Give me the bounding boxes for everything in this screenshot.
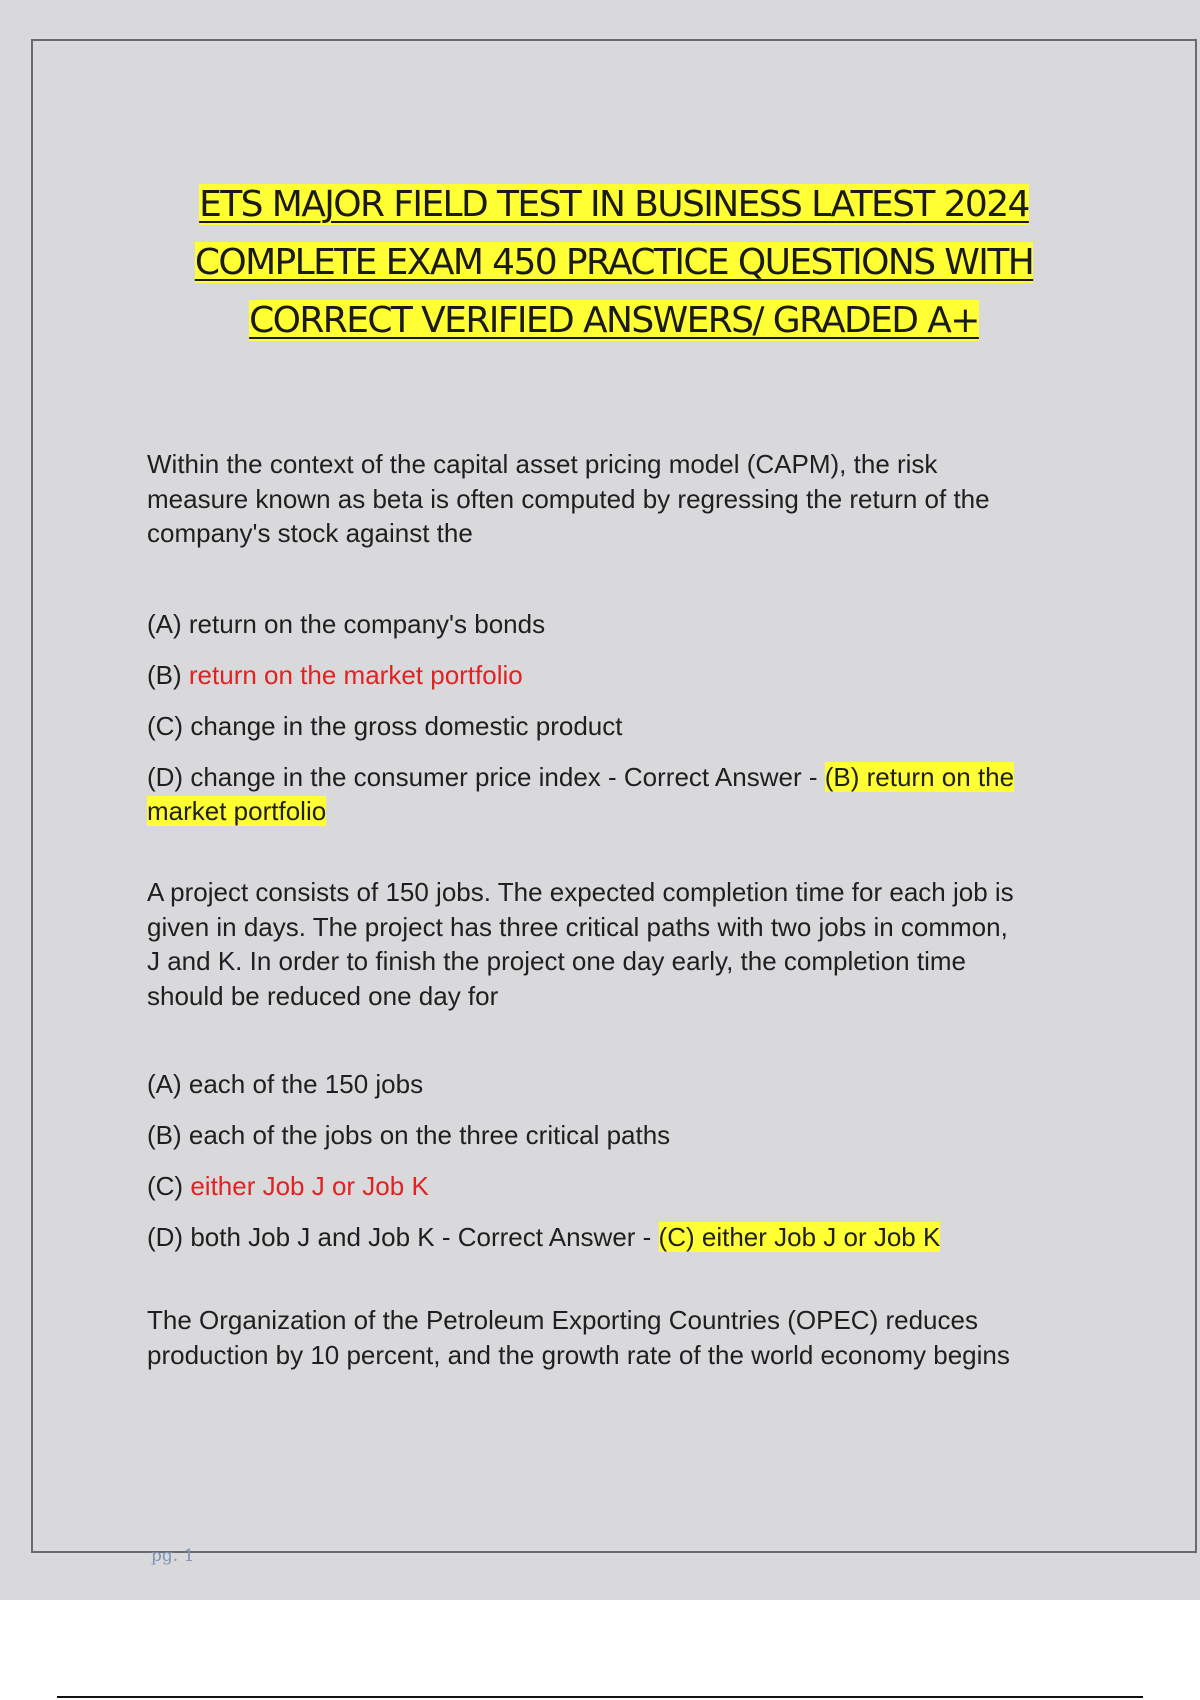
option-a: (A) return on the company's bonds	[147, 609, 546, 639]
page-number: pg. 1	[151, 1546, 195, 1566]
document-page	[31, 39, 1197, 1566]
question-3	[147, 1303, 1137, 1372]
question-text: Within the context of the capital asset pricing model (CAPM), the risk measure known as beta is often computed by regressing the return of the company's stock against the	[147, 449, 990, 548]
title-line: CORRECT VERIFIED ANSWERS/ GRADED A+	[249, 300, 979, 341]
question-1	[147, 447, 1137, 551]
option-d: (D) change in the consumer price index - Correct Answer - (B) return on the market portfolio	[147, 762, 1015, 826]
question-2-options	[147, 1067, 1137, 1271]
option-b: (B) return on the market portfolio	[147, 660, 523, 690]
question-text: The Organization of the Petroleum Exporting Countries (OPEC) reduces production by 10 percent, and the growth rate of the world economy begins	[147, 1305, 1010, 1370]
question-2	[147, 875, 1137, 1013]
option-d: (D) both Job J and Job K - Correct Answer - (C) either Job J or Job K	[147, 1222, 941, 1252]
title-line: COMPLETE EXAM 450 PRACTICE QUESTIONS WITH	[194, 242, 1034, 283]
option-c: (C) either Job J or Job K	[147, 1171, 429, 1201]
correct-answer-highlight: (C) either Job J or Job K	[658, 1222, 941, 1252]
title-line: ETS MAJOR FIELD TEST IN BUSINESS LATEST 2024	[199, 184, 1029, 225]
document-title	[33, 176, 1195, 350]
bottom-rule	[57, 1696, 1143, 1698]
option-a: (A) each of the 150 jobs	[147, 1069, 424, 1099]
correct-answer-highlight: (B) return on the	[824, 762, 1015, 792]
correct-answer-highlight: market portfolio	[147, 796, 327, 826]
option-c: (C) change in the gross domestic product	[147, 711, 623, 741]
correct-option-text: return on the market portfolio	[188, 660, 523, 690]
question-1-options	[147, 607, 1137, 828]
question-text: A project consists of 150 jobs. The expected completion time for each job is given in days. The project has three critical paths with two jobs in common, J and K. In order to finish the project one day early, the completion time should be reduced one day for	[147, 877, 1014, 1011]
option-b: (B) each of the jobs on the three critical paths	[147, 1120, 671, 1150]
correct-option-text: either Job J or Job K	[190, 1171, 429, 1201]
